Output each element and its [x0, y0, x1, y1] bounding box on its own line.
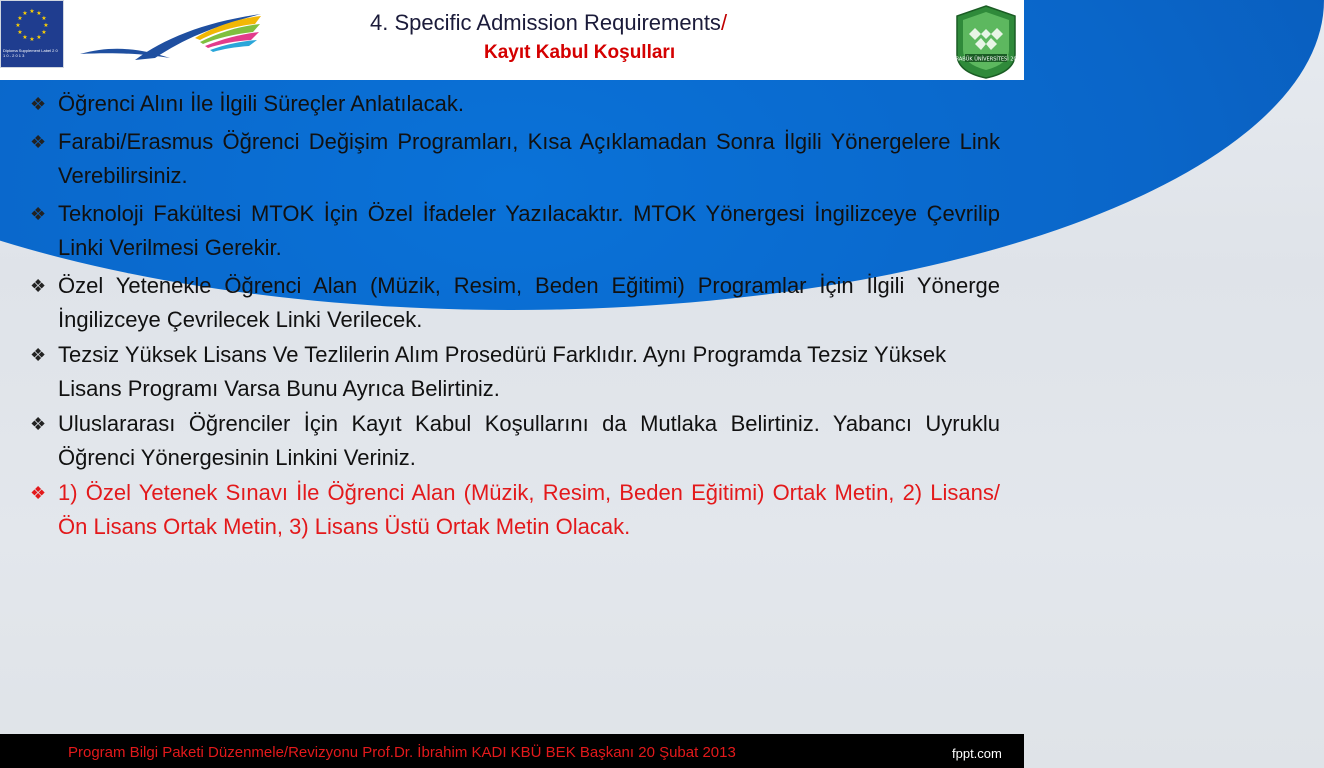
- diamond-bullet-icon: ❖: [30, 132, 47, 152]
- svg-text:★: ★: [22, 34, 28, 41]
- bullet-text: Tezsiz Yüksek Lisans Ve Tezlilerin Alım Prosedürü Farklıdır. Aynı Programda Tezsiz Yüksek Lisans Programı Varsa Bunu Ayrıca Belirtiniz.: [58, 342, 947, 401]
- bullet-item-5: [30, 338, 1000, 406]
- diamond-bullet-icon: ❖: [30, 94, 47, 114]
- svg-text:★: ★: [36, 34, 42, 41]
- eu-flag-logo: [0, 0, 64, 68]
- diamond-bullet-icon: ❖: [30, 414, 47, 434]
- university-logo-text: KARABÜK ÜNİVERSİTESİ 2007: [948, 56, 1024, 63]
- title-line1: 4. Specific Admission Requirements: [370, 10, 721, 35]
- bullet-text: Özel Yetenekle Öğrenci Alan (Müzik, Resim, Beden Eğitimi) Programlar İçin İlgili Yönerge İngilizceye Çevrilecek Linki Verilecek.: [58, 273, 1000, 332]
- svg-text:★: ★: [17, 15, 23, 22]
- svg-text:★: ★: [36, 10, 42, 17]
- bullet-item-6: [30, 407, 1000, 475]
- bologna-swoosh-logo: [75, 8, 265, 72]
- diamond-bullet-icon: ❖: [30, 204, 47, 224]
- slide-title-turkish: Kayıt Kabul Koşulları: [484, 42, 676, 63]
- bullet-item-1: [30, 87, 1000, 121]
- bullet-item-2: [30, 125, 1000, 193]
- diamond-bullet-icon: ❖: [30, 276, 47, 296]
- svg-text:★: ★: [17, 29, 23, 36]
- bullet-text: Uluslararası Öğrenciler İçin Kayıt Kabul Koşullarını da Mutlaka Belirtiniz. Yabancı Uyruklu Öğrenci Yönergesinin Linkini Veriniz.: [58, 411, 1000, 470]
- svg-text:★: ★: [29, 36, 35, 43]
- svg-text:★: ★: [22, 10, 28, 17]
- bullet-item-7: [30, 476, 1000, 544]
- svg-text:★: ★: [43, 22, 49, 29]
- svg-text:★: ★: [41, 15, 47, 22]
- footer-text: Program Bilgi Paketi Düzenmele/Revizyonu Prof.Dr. İbrahim KADI KBÜ BEK Başkanı 20 Şubat 2013: [68, 744, 736, 761]
- diamond-bullet-icon: ❖: [30, 483, 47, 503]
- eu-stars-icon: [12, 5, 52, 45]
- bullet-list: [30, 87, 1000, 548]
- diamond-bullet-icon: ❖: [30, 345, 47, 365]
- bullet-text: 1) Özel Yetenek Sınavı İle Öğrenci Alan (Müzik, Resim, Beden Eğitimi) Ortak Metin, 2) Lisans/Ön Lisans Ortak Metin, 3) Lisans Üstü Ortak Metin Olacak.: [58, 480, 1000, 539]
- bullet-item-3: [30, 197, 1000, 265]
- eu-label: Diploma Supplement Label 2 0 1 0 - 2 0 1 3: [3, 48, 58, 58]
- svg-text:★: ★: [29, 8, 35, 15]
- title-slash: /: [720, 10, 728, 35]
- fppt-watermark: fppt.com: [952, 746, 1002, 761]
- bullet-text: Öğrenci Alını İle İlgili Süreçler Anlatılacak.: [58, 91, 464, 116]
- karabuk-university-logo: [948, 4, 1024, 80]
- bullet-text: Teknoloji Fakültesi MTOK İçin Özel İfadeler Yazılacaktır. MTOK Yönergesi İngilizceye Çevrilip Linki Verilmesi Gerekir.: [58, 201, 1000, 260]
- svg-text:★: ★: [15, 22, 21, 29]
- svg-text:★: ★: [41, 29, 47, 36]
- bullet-item-4: [30, 269, 1000, 337]
- bullet-text: Farabi/Erasmus Öğrenci Değişim Programları, Kısa Açıklamadan Sonra İlgili Yönergelere Link Verebilirsiniz.: [58, 129, 1000, 188]
- slide-title-english: [370, 10, 727, 36]
